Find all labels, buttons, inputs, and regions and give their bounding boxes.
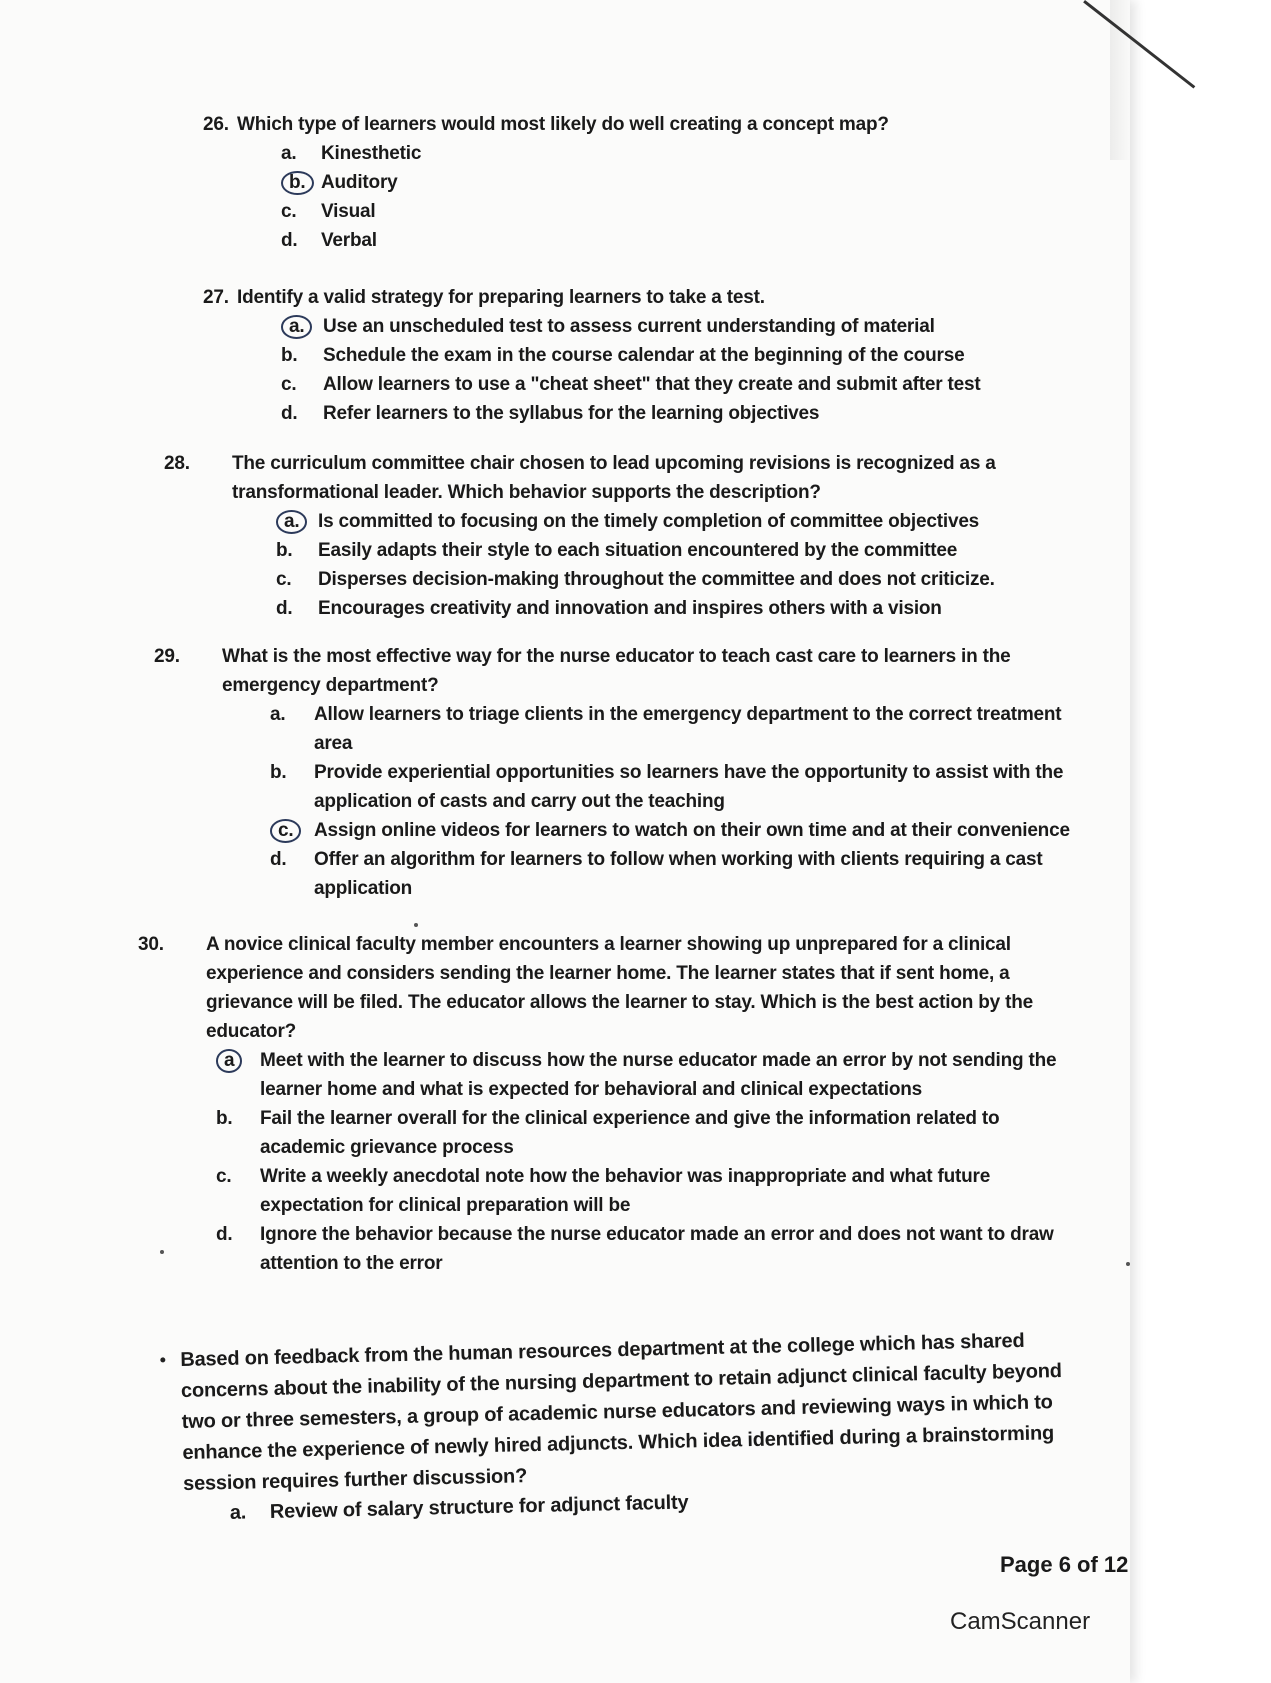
camscanner-watermark: CamScanner: [950, 1608, 1091, 1635]
option-text: Refer learners to the syllabus for the learning objectives: [323, 403, 820, 424]
option-text: Encourages creativity and innovation and inspires others with a vision: [318, 598, 942, 619]
option-text: Auditory: [321, 172, 398, 193]
option-letter-circled: a.: [281, 315, 312, 339]
option-text: Review of salary structure for adjunct faculty: [269, 1491, 689, 1524]
option-text: Schedule the exam in the course calendar at the beginning of the course: [323, 345, 965, 366]
question-stem: [180, 1324, 1103, 1500]
option-text: Easily adapts their style to each situation encountered by the committee: [318, 540, 958, 561]
question-text: Which type of learners would most likely do well creating a concept map?: [237, 114, 889, 135]
option-letter: d.: [276, 598, 293, 619]
answer-option-a-circled: [276, 507, 1078, 536]
option-text: Offer an algorithm for learners to follow when working with clients requiring a cast application: [314, 849, 1043, 899]
answer-option-c: [216, 1162, 1082, 1220]
question-text: Based on feedback from the human resources department at the college which has shared concerns about the inability of the nursing department to retain adjunct clinical faculty beyond two or three semesters, a group of academic nurse educators and reviewing ways in which to enhance the experience of newly hired adjuncts. Which idea identified during a brainstorming session requires further discussion?: [180, 1329, 1062, 1495]
option-letter: b.: [281, 345, 298, 366]
option-text: Write a weekly anecdotal note how the behavior was inappropriate and what future expectation for clinical preparation will be: [260, 1166, 991, 1216]
option-letter: d.: [281, 403, 298, 424]
question-stem: [164, 449, 1078, 507]
answer-option-a: [281, 139, 1083, 168]
option-text: Is committed to focusing on the timely completion of committee objectives: [318, 511, 980, 532]
option-text: Provide experiential opportunities so learners have the opportunity to assist with the application of casts and carry out the teaching: [314, 762, 1064, 812]
question-30: [138, 930, 1082, 1278]
question-number: 28.: [164, 453, 190, 474]
option-letter: a.: [270, 704, 286, 725]
option-text: Disperses decision-making throughout the committee and does not criticize.: [318, 569, 995, 590]
page-corner-fold: [1083, 0, 1195, 89]
question-stem: [203, 283, 1083, 312]
option-letter: d.: [216, 1224, 233, 1245]
option-letter: d.: [281, 230, 298, 251]
option-letter: d.: [270, 849, 287, 870]
question-28: [164, 449, 1078, 623]
answer-option-d: [281, 226, 1083, 255]
answer-option-b: [270, 758, 1078, 816]
question-text: Identify a valid strategy for preparing learners to take a test.: [237, 287, 765, 308]
answer-options: [216, 1046, 1082, 1278]
answer-option-c: [276, 565, 1078, 594]
option-letter: a.: [229, 1501, 247, 1524]
answer-options: [270, 700, 1078, 903]
scan-speck: [160, 1250, 164, 1254]
answer-option-b: [281, 341, 1083, 370]
question-31: [180, 1324, 1104, 1529]
option-text: Visual: [321, 201, 376, 222]
option-text: Kinesthetic: [321, 143, 422, 164]
answer-options: [281, 312, 1083, 428]
answer-options: [281, 139, 1083, 255]
option-text: Allow learners to use a "cheat sheet" that they create and submit after test: [323, 374, 981, 395]
option-text: Assign online videos for learners to watch on their own time and at their convenience: [314, 820, 1070, 841]
answer-option-c: [281, 370, 1083, 399]
answer-option-d: [281, 399, 1083, 428]
option-text: Fail the learner overall for the clinical experience and give the information related to academic grievance process: [260, 1108, 1000, 1158]
answer-option-d: [216, 1220, 1082, 1278]
option-letter: c.: [276, 569, 292, 590]
answer-option-b: [276, 536, 1078, 565]
option-letter: b.: [276, 540, 293, 561]
answer-option-a-circled: [281, 312, 1083, 341]
question-stem: [154, 642, 1078, 700]
option-letter: b.: [270, 762, 287, 783]
option-letter-circled: b.: [281, 171, 314, 195]
answer-option-c-circled: [270, 816, 1078, 845]
option-letter: c.: [281, 201, 297, 222]
answer-option-a: [270, 700, 1078, 758]
answer-option-a-circled: [216, 1046, 1082, 1104]
page-edge-shadow: [1110, 0, 1132, 160]
question-26: [203, 110, 1083, 255]
answer-option-c: [281, 197, 1083, 226]
question-text: The curriculum committee chair chosen to lead upcoming revisions is recognized as a transformational leader. Which behavior supports the description?: [232, 453, 996, 503]
option-text: Allow learners to triage clients in the emergency department to the correct treatment area: [314, 704, 1062, 754]
option-letter: a.: [281, 143, 297, 164]
answer-option-d: [276, 594, 1078, 623]
option-text: Meet with the learner to discuss how the nurse educator made an error by not sending the learner home and what is expected for behavioral and clinical expectations: [260, 1050, 1057, 1100]
option-letter: b.: [216, 1108, 233, 1129]
cut-off-number-mark: [160, 1357, 165, 1362]
question-number: 26.: [203, 114, 229, 135]
question-text: A novice clinical faculty member encounters a learner showing up unprepared for a clinical experience and considers sending the learner home. The learner states that if sent home, a grievance will be filed. The educator allows the learner to stay. Which is the best action by the educator?: [206, 934, 1034, 1042]
option-letter: c.: [216, 1166, 232, 1187]
question-29: [154, 642, 1078, 903]
option-letter: c.: [281, 374, 297, 395]
question-stem: [138, 930, 1082, 1046]
question-number: 30.: [138, 934, 164, 955]
question-text: What is the most effective way for the nurse educator to teach cast care to learners in the emergency department?: [222, 646, 1011, 696]
question-number: 27.: [203, 287, 229, 308]
option-letter-circled: a.: [276, 510, 307, 534]
answer-options: [276, 507, 1078, 623]
option-text: Use an unscheduled test to assess current understanding of material: [323, 316, 935, 337]
question-27: [203, 283, 1083, 428]
question-stem: [203, 110, 1083, 139]
scan-speck: [1126, 1262, 1130, 1266]
page-number: Page 6 of 12: [1000, 1552, 1129, 1577]
question-number: 29.: [154, 646, 180, 667]
answer-option-b: [216, 1104, 1082, 1162]
option-letter-circled: a: [216, 1049, 242, 1073]
scan-speck: [414, 923, 418, 927]
answer-option-b-circled: [281, 168, 1083, 197]
option-letter-circled: c.: [270, 819, 301, 843]
option-text: Ignore the behavior because the nurse educator made an error and does not want to draw attention to the error: [260, 1224, 1054, 1274]
option-text: Verbal: [321, 230, 377, 251]
answer-option-d: [270, 845, 1078, 903]
